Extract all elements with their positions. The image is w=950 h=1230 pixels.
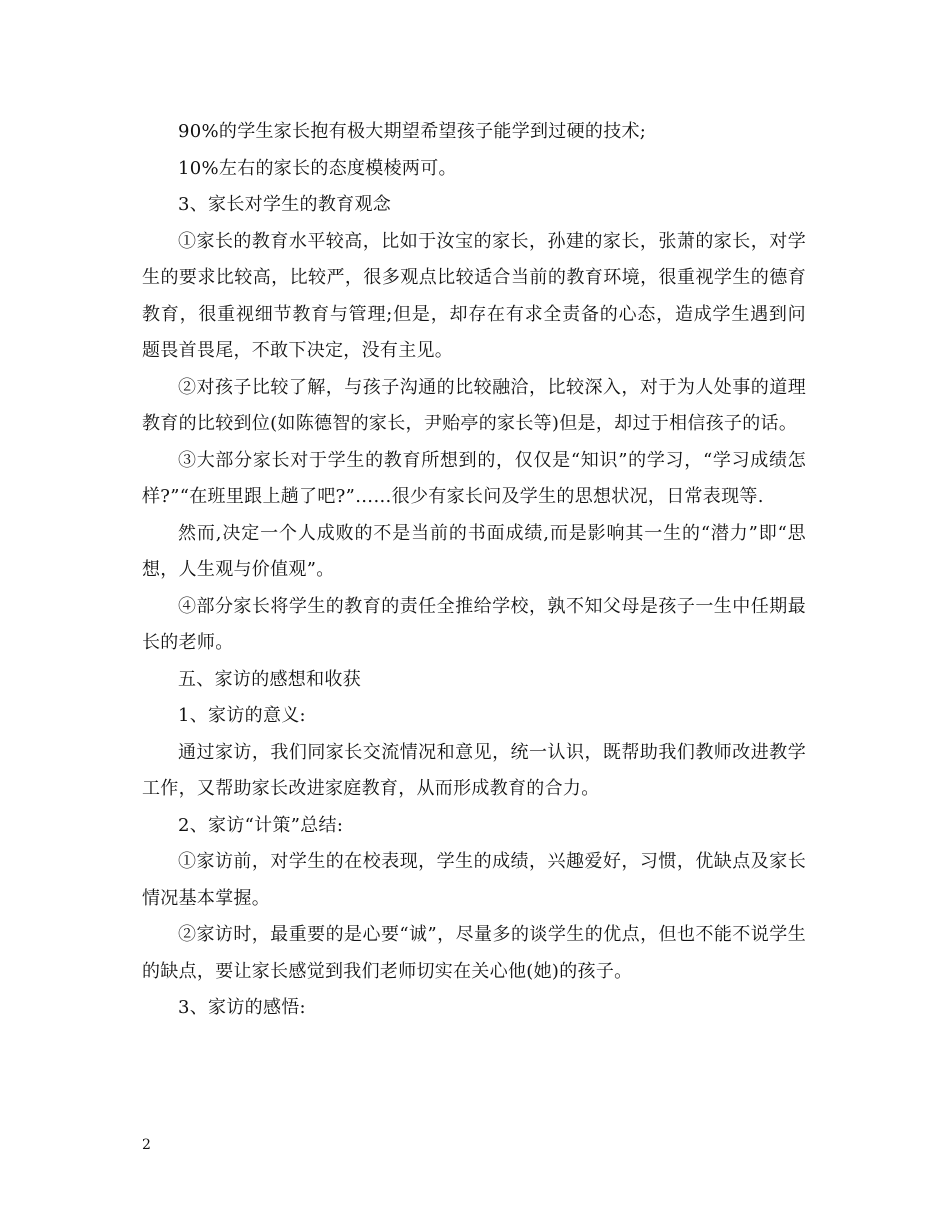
section-heading-reflections: 五、家访的感想和收获: [178, 668, 361, 690]
paragraph-parent-attitude-10: 10%左右的家长的态度模棱两可。: [178, 157, 457, 179]
paragraph-view-3: ③大部分家长对于学生的教育所想到的，仅仅是“知识”的学习，“学习成绩怎样?”“在班里跟上趟了吧?”……很少有家长问及学生的思想状况，日常表现等.: [142, 449, 806, 507]
paragraph-strategy-1: ①家访前，对学生的在校表现，学生的成绩，兴趣爱好，习惯，优缺点及家长情况基本掌握。: [142, 851, 806, 909]
paragraph-view-4: ④部分家长将学生的教育的责任全推给学校，孰不知父母是孩子一生中任期最长的老师。: [142, 595, 806, 653]
section-heading-education-views: 3、家长对学生的教育观念: [178, 194, 392, 215]
document-body: [142, 114, 806, 1027]
subheading-visit-strategy: 2、家访“计策”总结:: [178, 814, 344, 836]
paragraph-view-1: ①家长的教育水平较高，比如于汝宝的家长，孙建的家长，张萧的家长，对学生的要求比较高，比较严，很多观点比较适合当前的教育环境，很重视学生的德育教育，很重视细节教育与管理;但是，却存在有求全责备的心态，造成学生遇到问题畏首畏尾，不敢下决定，没有主见。: [142, 230, 806, 361]
subheading-visit-meaning: 1、家访的意义:: [178, 705, 306, 726]
subheading-visit-insights: 3、家访的感悟:: [178, 997, 306, 1018]
paragraph-parent-expectation-90: 90%的学生家长抱有极大期望希望孩子能学到过硬的技术;: [178, 121, 647, 142]
paragraph-potential: 然而,决定一个人成败的不是当前的书面成绩,而是影响其一生的“潜力”即“思想，人生观与价值观”。: [142, 522, 806, 580]
paragraph-strategy-2: ②家访时，最重要的是心要“诚”，尽量多的谈学生的优点，但也不能不说学生的缺点，要让家长感觉到我们老师切实在关心他(她)的孩子。: [142, 924, 806, 982]
paragraph-visit-meaning: 通过家访，我们同家长交流情况和意见，统一认识，既帮助我们教师改进教学工作，又帮助家长改进家庭教育，从而形成教育的合力。: [142, 741, 806, 799]
paragraph-view-2: ②对孩子比较了解，与孩子沟通的比较融洽，比较深入，对于为人处事的道理教育的比较到位(如陈德智的家长，尹贻亭的家长等)但是，却过于相信孩子的话。: [142, 376, 806, 434]
page-number: 2: [142, 1137, 151, 1153]
